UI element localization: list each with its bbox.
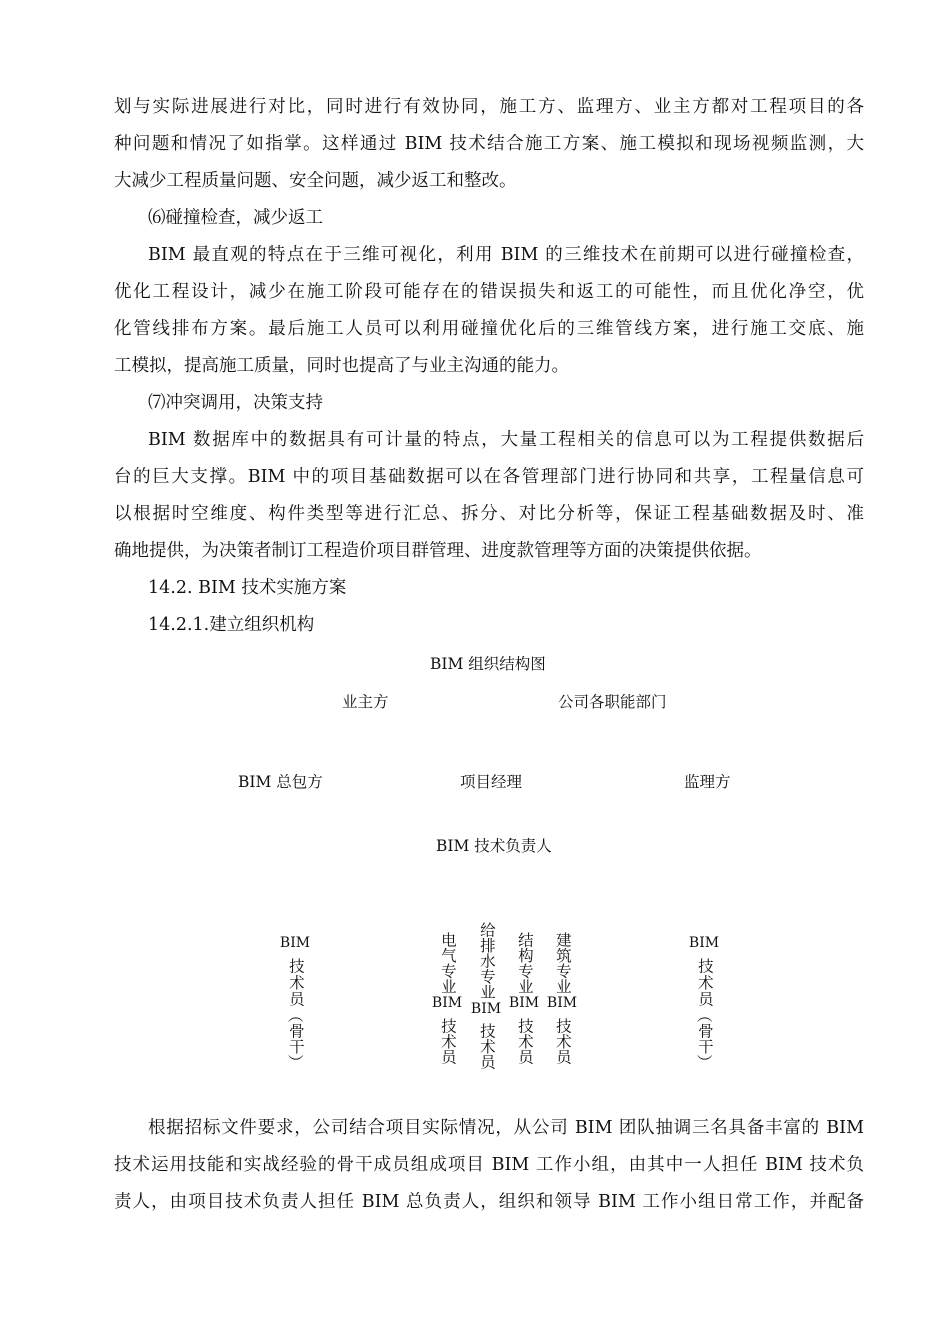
org-node-project-manager: 项目经理 (460, 773, 523, 791)
electrical-role: 技术员 (438, 1017, 457, 1065)
org-node-structural (509, 932, 539, 1064)
architectural-bim: BIM (546, 995, 578, 1011)
paragraph-line: 大减少工程质量问题、安全问题，减少返工和整改。 (114, 171, 517, 191)
paragraph-line: 工模拟，提高施工质量，同时也提高了与业主沟通的能力。 (114, 356, 569, 376)
right-tech-bim: BIM (688, 935, 720, 951)
paragraph-line: 根据招标文件要求，公司结合项目实际情况，从公司 BIM 团队抽调三名具备丰富的 BIM (148, 1118, 864, 1138)
org-node-architectural (547, 932, 577, 1064)
org-node-right-technician (689, 934, 719, 1070)
paragraph-line: 技术运用技能和实战经验的骨干成员组成项目 BIM 工作小组，由其中一人担任 BIM 技术负 (114, 1155, 864, 1175)
structural-label: 结构专业 (515, 932, 534, 994)
right-tech-paren-open: （ (694, 1007, 713, 1024)
org-node-electrical (432, 932, 462, 1064)
left-tech-paren-close: ） (285, 1054, 304, 1071)
plumbing-role: 技术员 (477, 1023, 496, 1070)
left-tech-backbone: 骨干 (286, 1023, 305, 1055)
structural-role: 技术员 (515, 1017, 534, 1065)
plumbing-label: 给排水专业 (477, 922, 496, 1000)
org-node-plumbing (471, 922, 501, 1070)
org-node-tech-lead: BIM 技术负责人 (436, 837, 552, 855)
electrical-label: 电气专业 (438, 932, 457, 994)
paragraph-line: 优化工程设计，减少在施工阶段可能存在的错误损失和返工的可能性，而且优化净空，优 (114, 282, 864, 302)
paragraph-line: BIM 最直观的特点在于三维可视化，利用 BIM 的三维技术在前期可以进行碰撞检查， (148, 245, 864, 265)
right-tech-role: 技术员 (695, 957, 714, 1008)
architectural-label: 建筑专业 (553, 932, 572, 994)
org-node-supervisor: 监理方 (684, 773, 731, 791)
subheading-conflict-call: ⑺冲突调用，决策支持 (148, 393, 323, 413)
paragraph-line: 确地提供，为决策者制订工程造价项目群管理、进度款管理等方面的决策提供依据。 (114, 541, 762, 561)
right-tech-paren-close: ） (694, 1054, 713, 1071)
paragraph-line: 责人，由项目技术负责人担任 BIM 总负责人，组织和领导 BIM 工作小组日常工作，并配备 (114, 1192, 864, 1212)
subheading-collision-check: ⑹碰撞检查，减少返工 (148, 208, 323, 228)
section-heading-14-2-1: 14.2.1.建立组织机构 (148, 615, 315, 635)
plumbing-bim: BIM (470, 1000, 502, 1017)
right-tech-backbone: 骨干 (695, 1023, 714, 1055)
left-tech-bim: BIM (279, 935, 311, 951)
architectural-role: 技术员 (553, 1017, 572, 1065)
left-tech-paren-open: （ (285, 1007, 304, 1024)
structural-bim: BIM (508, 995, 540, 1011)
paragraph-line: 以根据时空维度、构件类型等进行汇总、拆分、对比分析等，保证工程基础数据及时、准 (114, 504, 864, 524)
org-node-owner: 业主方 (342, 693, 389, 711)
org-node-left-technician (280, 934, 310, 1070)
electrical-bim: BIM (431, 995, 463, 1011)
org-node-departments: 公司各职能部门 (558, 693, 667, 711)
left-tech-role: 技术员 (286, 957, 305, 1008)
org-chart-title: BIM 组织结构图 (430, 655, 546, 673)
org-node-general-contractor: BIM 总包方 (238, 773, 323, 791)
paragraph-line: 种问题和情况了如指掌。这样通过 BIM 技术结合施工方案、施工模拟和现场视频监测，大 (114, 134, 864, 154)
paragraph-line: 台的巨大支撑。BIM 中的项目基础数据可以在各管理部门进行协同和共享，工程量信息可 (114, 467, 864, 487)
section-heading-14-2: 14.2. BIM 技术实施方案 (148, 578, 347, 598)
paragraph-line: 化管线排布方案。最后施工人员可以利用碰撞优化后的三维管线方案，进行施工交底、施 (114, 319, 864, 339)
paragraph-line: BIM 数据库中的数据具有可计量的特点，大量工程相关的信息可以为工程提供数据后 (148, 430, 864, 450)
paragraph-line: 划与实际进展进行对比，同时进行有效协同，施工方、监理方、业主方都对工程项目的各 (114, 97, 864, 117)
